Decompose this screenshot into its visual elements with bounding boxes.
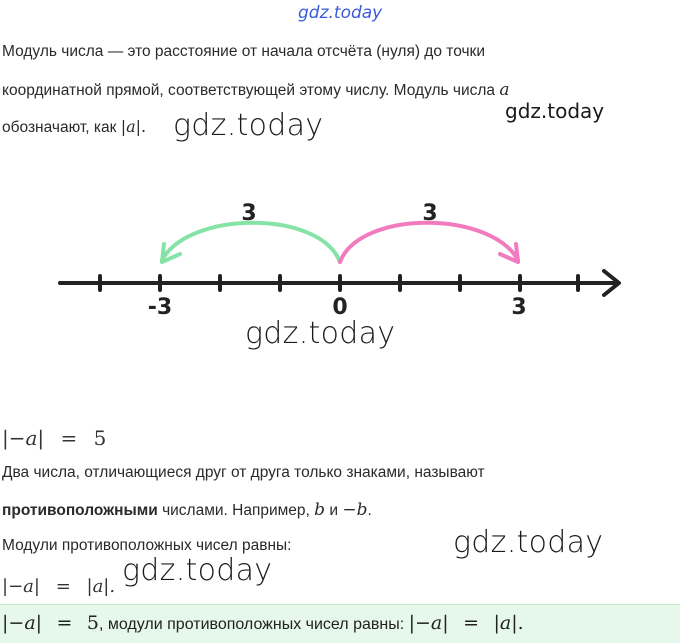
answer-equals: =	[56, 612, 73, 634]
definition-line-3	[2, 117, 146, 137]
opposites-line-3: Модули противоположных чисел равны:	[2, 537, 292, 554]
var-neg-b: −b	[342, 500, 368, 520]
eq2-right: |a|.	[86, 576, 116, 597]
definition-line-3-text: обозначают, как	[2, 119, 117, 136]
left-arc-label: 3	[241, 201, 257, 226]
definition-line-2	[2, 80, 510, 100]
eq2-left: |−a|	[2, 576, 40, 597]
eq2-equals: =	[55, 576, 71, 597]
watermark-3: gdz.today	[245, 316, 396, 351]
right-arc-label: 3	[422, 201, 438, 226]
opposites-and: и	[329, 502, 339, 519]
answer-r-left: |−a|	[408, 612, 449, 634]
eq1-left: |−a|	[2, 426, 45, 450]
left-arc	[162, 223, 340, 262]
opposites-after-bold: числами. Например,	[162, 502, 310, 519]
answer-text: , модули противоположных чисел равны:	[98, 616, 405, 633]
tick-label-0: 0	[332, 295, 348, 320]
right-arc	[340, 223, 518, 262]
opposites-line-2	[2, 500, 372, 520]
opposites-dot: .	[367, 502, 372, 519]
answer-line	[2, 612, 524, 634]
watermark-4: gdz.today	[453, 525, 604, 560]
eq1-equals: =	[60, 426, 78, 450]
watermark-5: gdz.today	[122, 553, 273, 588]
example-equation	[2, 426, 106, 450]
answer-r-right: |a|.	[493, 612, 524, 634]
tick-label-neg3: -3	[147, 295, 173, 320]
definition-line-2-text: координатной прямой, соответствующей этому числу. Модуль числа	[2, 82, 496, 99]
number-line-figure	[0, 190, 680, 320]
abs-a-notation: |a|.	[120, 117, 147, 136]
opposites-line-1: Два числа, отличающиеся друг от друга только знаками, называют	[2, 464, 485, 481]
var-b: b	[314, 500, 326, 520]
opposites-equation	[2, 576, 115, 597]
tick-label-3: 3	[511, 295, 527, 320]
opposites-bold-term: противоположными	[2, 502, 158, 519]
var-a: a	[499, 80, 510, 100]
definition-line-1: Модуль числа — это расстояние от начала отсчёта (нуля) до точки	[2, 43, 485, 60]
answer-left: |−a|	[2, 612, 43, 634]
answer-r-equals: =	[463, 612, 480, 634]
watermark-2: gdz.today	[505, 99, 605, 123]
watermark-1: gdz.today	[173, 108, 324, 143]
answer-value: 5	[86, 612, 99, 634]
watermark-top: gdz.today	[298, 3, 383, 23]
eq1-right: 5	[93, 426, 107, 450]
